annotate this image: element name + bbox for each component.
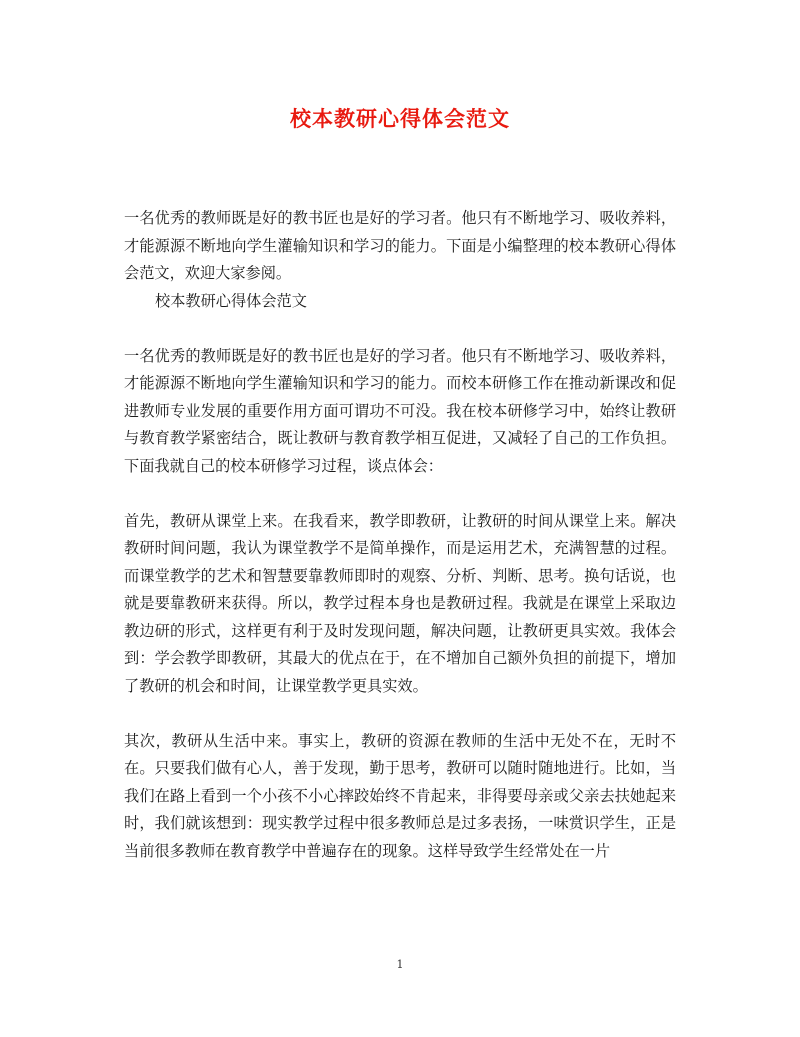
intro-paragraph: 一名优秀的教师既是好的教书匠也是好的学习者。他只有不断地学习、吸收养料，才能源源不断地向学生灌输知识和学习的能力。下面是小编整理的校本教研心得体会范文，欢迎大家参阅。: [124, 209, 676, 282]
page-number: 1: [396, 958, 404, 971]
body-paragraph-2: 首先，教研从课堂上来。在我看来，教学即教研，让教研的时间从课堂上来。解决教研时间问题，我认为课堂教学不是简单操作，而是运用艺术，充满智慧的过程。而课堂教学的艺术和智慧要靠教师即时的观察、分析、判断、思考。换句话说，也就是要靠教研来获得。所以，教学过程本身也是教研过程。我就是在课堂上采取边教边研的形式，这样更有利于及时发现问题，解决问题，让教研更具实效。我体会到：学会教学即教研，其最大的优点在于，在不增加自己额外负担的前提下，增加了教研的机会和时间，让课堂教学更具实效。: [124, 511, 676, 695]
document-body: [124, 205, 676, 865]
document-title: 校本教研心得体会范文: [290, 106, 510, 131]
body-paragraph-3: 其次，教研从生活中来。事实上，教研的资源在教师的生活中无处不在，无时不在。只要我们做有心人，善于发现，勤于思考，教研可以随时随地进行。比如，当我们在路上看到一个小孩不小心摔跤始终不肯起来，非得要母亲或父亲去扶她起来时，我们就该想到：现实教学过程中很多教师总是过多表扬，一味赏识学生，正是当前很多教师在教育教学中普遍存在的现象。这样导致学生经常处在一片: [124, 731, 676, 860]
section-subheading: 校本教研心得体会范文: [155, 291, 307, 310]
body-paragraph-1: 一名优秀的教师既是好的教书匠也是好的学习者。他只有不断地学习、吸收养料，才能源源不断地向学生灌输知识和学习的能力。而校本研修工作在推动新课改和促进教师专业发展的重要作用方面可谓功不可没。我在校本研修学习中，始终让教研与教育教学紧密结合，既让教研与教育教学相互促进，又减轻了自己的工作负担。下面我就自己的校本研修学习过程，谈点体会：: [124, 346, 676, 475]
